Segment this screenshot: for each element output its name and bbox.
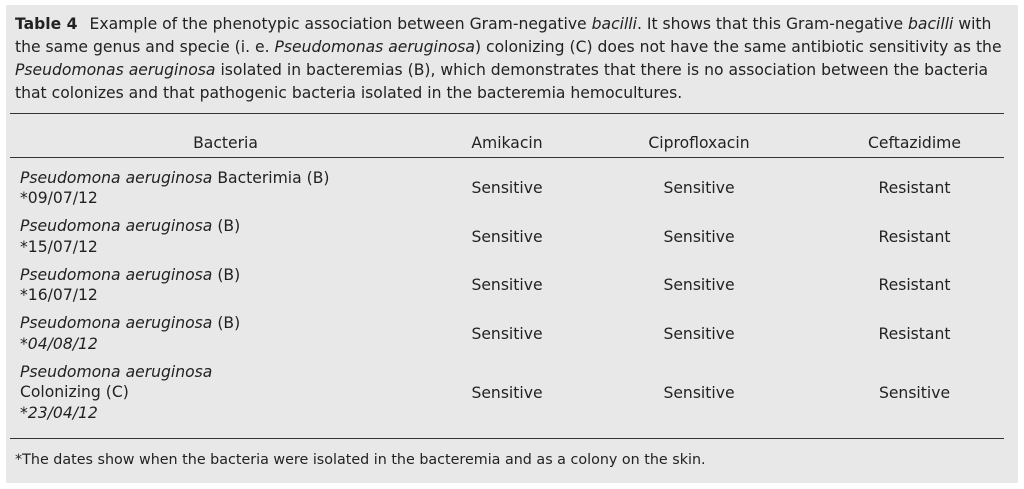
text-run: Pseudomona aeruginosa: [20, 362, 213, 381]
bottom-rule: [10, 438, 1004, 439]
text-run: Pseudomona aeruginosa: [20, 314, 213, 333]
cell-ceftazidime: Resistant: [878, 324, 951, 343]
header-bacteria: Bacteria: [193, 134, 258, 152]
table-body: [10, 158, 1004, 427]
header-ciprofloxacin: Ciprofloxacin: [648, 134, 750, 152]
table-panel: [6, 5, 1018, 483]
cell-ciprofloxacin: Sensitive: [663, 179, 735, 198]
bacteria-line: [20, 403, 441, 424]
bacteria-line: [20, 237, 441, 258]
text-run: *15/07/12: [20, 237, 98, 256]
text-run: *09/07/12: [20, 189, 98, 208]
cell-ciprofloxacin: Sensitive: [663, 324, 735, 343]
text-run: Colonizing (C): [20, 383, 129, 402]
header-ceftazidime: Ceftazidime: [868, 134, 961, 152]
text-run: (B): [212, 217, 241, 236]
text-run: *16/07/12: [20, 286, 98, 305]
caption-text: [15, 15, 1002, 102]
cell-bacteria: [10, 358, 441, 427]
table-row: [10, 261, 1004, 310]
cell-ciprofloxacin: Sensitive: [663, 227, 735, 246]
text-run: *04/08/12: [20, 334, 98, 353]
table-label: Table 4: [15, 15, 78, 33]
table-caption: [15, 13, 1010, 105]
table-row: [10, 358, 1004, 427]
cell-amikacin: Sensitive: [471, 324, 543, 343]
text-run: Pseudomona aeruginosa: [20, 265, 213, 284]
table-footnote: *The dates show when the bacteria were isolated in the bacteremia and as a colony on the skin.: [15, 452, 706, 468]
bacteria-line: [20, 188, 441, 209]
data-table: [10, 128, 1004, 427]
text-run: (B): [212, 314, 241, 333]
bacteria-line: [20, 168, 441, 189]
text-run: Example of the phenotypic association between Gram-negative: [89, 15, 592, 33]
cell-ceftazidime: Resistant: [878, 276, 951, 295]
table-row: [10, 158, 1004, 213]
cell-bacteria: [10, 261, 441, 310]
text-run: isolated in bacteremias (B), which demonstrates that there is no association between the bacteria that colonizes and that pathogenic bacteria isolated in the bacteremia hemocultures.: [15, 61, 989, 102]
bacteria-line: [20, 362, 441, 383]
text-run: with the same genus and specie (i. e.: [15, 15, 992, 56]
header-amikacin: Amikacin: [471, 134, 543, 152]
cell-amikacin: Sensitive: [471, 276, 543, 295]
text-run: Pseudomona aeruginosa: [20, 168, 213, 187]
text-run: Pseudomona aeruginosa: [20, 217, 213, 236]
cell-ceftazidime: Resistant: [878, 227, 951, 246]
text-run: . It shows that this Gram-negative: [636, 15, 908, 33]
text-run: Bacterimia (B): [212, 168, 330, 187]
text-run: bacilli: [591, 15, 637, 33]
cell-bacteria: [10, 213, 441, 262]
cell-ciprofloxacin: Sensitive: [663, 276, 735, 295]
text-run: ) colonizing (C) does not have the same antibiotic sensitivity as the: [475, 38, 1002, 56]
top-rule: [10, 113, 1004, 114]
cell-amikacin: Sensitive: [471, 383, 543, 402]
text-run: Pseudomonas aeruginosa: [15, 61, 216, 79]
cell-bacteria: [10, 310, 441, 359]
cell-ceftazidime: Resistant: [878, 179, 951, 198]
cell-ciprofloxacin: Sensitive: [663, 383, 735, 402]
header-rule: [10, 157, 1004, 158]
bacteria-line: [20, 285, 441, 306]
cell-amikacin: Sensitive: [471, 227, 543, 246]
bacteria-line: [20, 313, 441, 334]
cell-ceftazidime: Sensitive: [878, 383, 951, 402]
table-row: [10, 310, 1004, 359]
bacteria-line: [20, 334, 441, 355]
table-row: [10, 213, 1004, 262]
bacteria-line: [20, 382, 441, 403]
header-row: [10, 128, 1004, 158]
cell-amikacin: Sensitive: [471, 179, 543, 198]
text-run: (B): [212, 265, 241, 284]
cell-bacteria: [10, 158, 441, 213]
bacteria-line: [20, 216, 441, 237]
text-run: *23/04/12: [20, 403, 98, 422]
bacteria-line: [20, 265, 441, 286]
text-run: Pseudomonas aeruginosa: [274, 38, 475, 56]
text-run: bacilli: [908, 15, 954, 33]
